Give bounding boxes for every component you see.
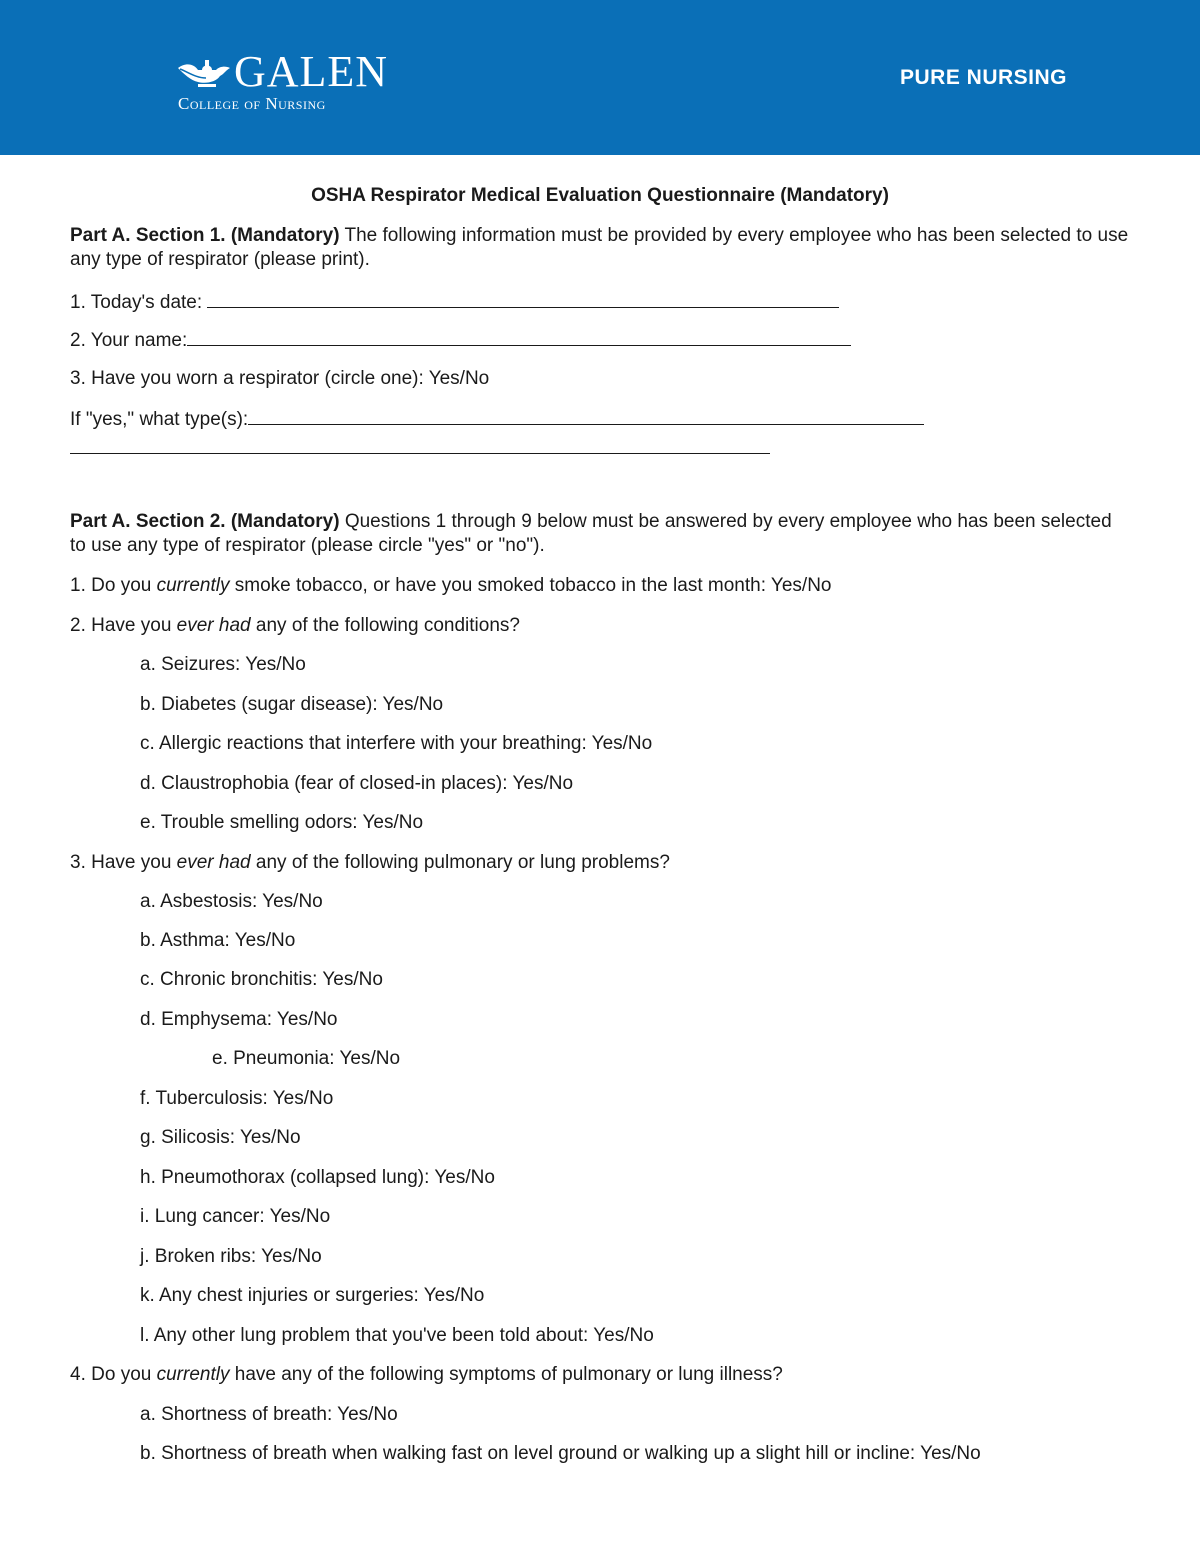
oil-lamp-icon bbox=[176, 56, 234, 92]
question-4-symptoms: 4. Do you currently have any of the following symptoms of pulmonary or lung illness? bbox=[70, 1364, 783, 1385]
list-item: j. Broken ribs: Yes/No bbox=[140, 1246, 322, 1267]
list-item: k. Any chest injuries or surgeries: Yes/No bbox=[140, 1285, 485, 1306]
list-item: b. Shortness of breath when walking fast on level ground or walking up a slight hill or incline: Yes/No bbox=[140, 1443, 981, 1464]
question-3-lung-problems: 3. Have you ever had any of the following pulmonary or lung problems? bbox=[70, 852, 670, 873]
section1-intro-text: The following information must be provided by every employee who has been selected to use any type of respirator (please print). bbox=[70, 225, 1129, 270]
type-blank-line-2[interactable] bbox=[70, 435, 770, 454]
question-your-name: 2. Your name: bbox=[70, 327, 851, 353]
list-item: i. Lung cancer: Yes/No bbox=[140, 1206, 331, 1227]
question-respirator-type: If "yes," what type(s): bbox=[70, 406, 924, 432]
page-title: OSHA Respirator Medical Evaluation Questionnaire (Mandatory) bbox=[311, 185, 889, 206]
list-item: a. Asbestosis: Yes/No bbox=[140, 891, 323, 912]
list-item: a. Shortness of breath: Yes/No bbox=[140, 1404, 398, 1425]
name-blank-line[interactable] bbox=[187, 327, 851, 346]
question-1-smoking: 1. Do you currently smoke tobacco, or have you smoked tobacco in the last month: Yes/No bbox=[70, 575, 832, 596]
list-item: f. Tuberculosis: Yes/No bbox=[140, 1088, 334, 1109]
section2-heading: Part A. Section 2. (Mandatory) bbox=[70, 511, 340, 532]
list-item: l. Any other lung problem that you've been told about: Yes/No bbox=[140, 1325, 654, 1346]
list-item: h. Pneumothorax (collapsed lung): Yes/No bbox=[140, 1167, 495, 1188]
date-blank-line[interactable] bbox=[207, 289, 839, 308]
type-blank-line-2-row bbox=[70, 435, 770, 461]
list-item: c. Allergic reactions that interfere with your breathing: Yes/No bbox=[140, 733, 653, 754]
section1-intro bbox=[70, 224, 1130, 272]
list-item: b. Diabetes (sugar disease): Yes/No bbox=[140, 694, 444, 715]
list-item: g. Silicosis: Yes/No bbox=[140, 1127, 301, 1148]
logo-subtitle: College of Nursing bbox=[178, 94, 326, 113]
list-item: d. Claustrophobia (fear of closed-in places): Yes/No bbox=[140, 773, 574, 794]
page-header bbox=[0, 0, 1200, 155]
section2-intro bbox=[70, 510, 1130, 558]
question-worn-respirator: 3. Have you worn a respirator (circle one): Yes/No bbox=[70, 368, 490, 389]
tagline: PURE NURSING bbox=[900, 66, 1068, 89]
logo-wordmark: GALEN bbox=[234, 47, 389, 96]
section2-intro-text: Questions 1 through 9 below must be answered by every employee who has been selected to use any type of respirator (please circle "yes" or "no"). bbox=[70, 511, 1112, 556]
question-todays-date: 1. Today's date: bbox=[70, 289, 839, 315]
list-item: d. Emphysema: Yes/No bbox=[140, 1009, 338, 1030]
list-item: a. Seizures: Yes/No bbox=[140, 654, 306, 675]
galen-logo bbox=[176, 47, 389, 116]
question-2-conditions: 2. Have you ever had any of the following conditions? bbox=[70, 615, 520, 636]
type-blank-line-1[interactable] bbox=[248, 406, 924, 425]
section1-heading: Part A. Section 1. (Mandatory) bbox=[70, 225, 340, 246]
list-item: c. Chronic bronchitis: Yes/No bbox=[140, 969, 383, 990]
list-item: e. Pneumonia: Yes/No bbox=[212, 1048, 401, 1069]
list-item: e. Trouble smelling odors: Yes/No bbox=[140, 812, 424, 833]
list-item: b. Asthma: Yes/No bbox=[140, 930, 296, 951]
